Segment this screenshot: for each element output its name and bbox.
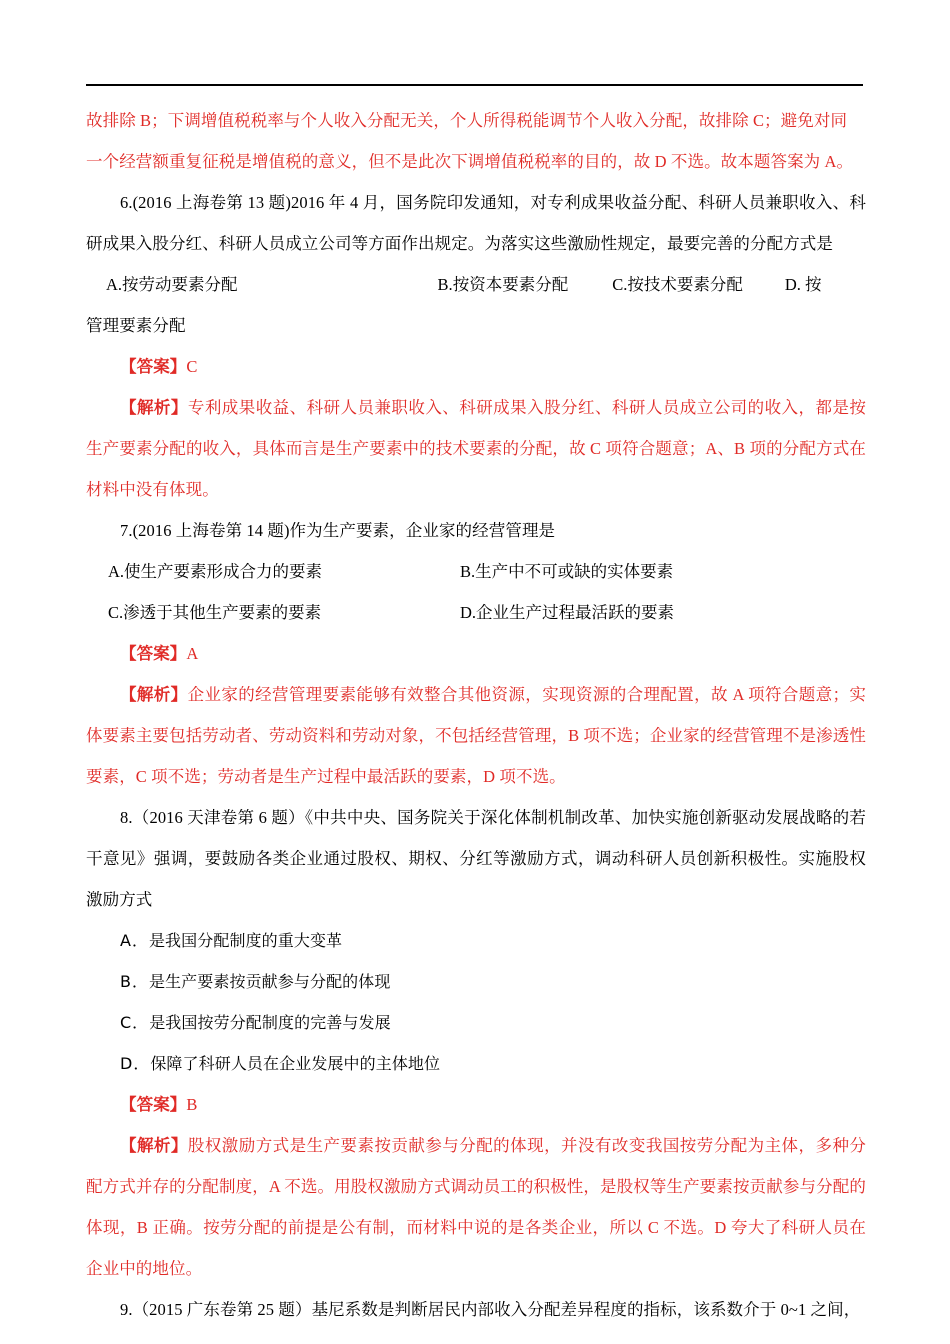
- question-7-source: 7.(2016 上海卷第 14 题): [120, 521, 290, 540]
- analysis-tag: 【解析】: [120, 1136, 188, 1155]
- question-9-source: 9.（2015 广东卷第 25 题）: [120, 1300, 312, 1319]
- question-6-option-d-wrap: 管理要素分配: [86, 316, 186, 335]
- answer-value: C: [186, 357, 198, 376]
- question-8-text: 《中共中央、国务院关于深化体制机制改革、加快实施创新驱动发展战略的若干意见》强调，要鼓励各类企业通过股权、期权、分红等激励方式，调动科研人员创新积极性。实施股权激励方式: [86, 808, 867, 909]
- question-8-option-d[interactable]: [86, 1043, 866, 1084]
- option-text: 保障了科研人员在企业发展中的主体地位: [150, 1054, 441, 1073]
- question-9-stem: [86, 1289, 866, 1330]
- question-7-option-a[interactable]: [108, 551, 460, 592]
- option-text: 生产中不可或缺的实体要素: [475, 562, 674, 581]
- option-label: A.: [106, 275, 123, 294]
- question-6-option-d[interactable]: D. 按: [784, 275, 822, 294]
- answer-tag: 【答案】: [120, 644, 187, 663]
- option-label: D．: [120, 1054, 151, 1073]
- analysis-text: 专利成果收益、科研人员兼职收入、科研成果入股分红、科研人员成立公司的收入，都是按生产要素分配的收入，具体而言是生产要素中的技术要素的分配，故 C 项符合题意；A、B 项的分配方式在材料中没有体现。: [86, 398, 867, 499]
- document-body: [86, 100, 866, 1330]
- option-text: 是我国分配制度的重大变革: [148, 931, 343, 950]
- analysis-tag: 【解析】: [120, 398, 188, 417]
- option-text: 企业生产过程最活跃的要素: [476, 603, 675, 622]
- question-7-stem: [86, 510, 866, 551]
- question-6-source: 6.(2016 上海卷第 13 题): [120, 193, 291, 212]
- header-divider: [86, 84, 863, 86]
- question-7-options-row-1: [86, 551, 866, 592]
- question-7-option-b[interactable]: [460, 551, 673, 592]
- question-8-option-a[interactable]: [86, 920, 866, 961]
- option-text: 按劳动要素分配: [122, 275, 238, 294]
- option-text: 按资本要素分配: [452, 275, 569, 294]
- option-label: C.: [612, 275, 628, 294]
- question-6-stem: [86, 182, 866, 264]
- option-label: D.: [460, 603, 477, 622]
- question-8-stem: [86, 797, 866, 920]
- option-label: C.: [108, 603, 124, 622]
- question-6-answer: [86, 346, 866, 387]
- answer-value: A: [186, 644, 199, 663]
- analysis-text: 企业家的经营管理要素能够有效整合其他资源，实现资源的合理配置，故 A 项符合题意；实体要素主要包括劳动者、劳动资料和劳动对象，不包括经营管理，B 项不选；企业家的经营管理不是渗透性要素，C 项不选；劳动者是生产过程中最活跃的要素，D 项不选。: [86, 685, 866, 786]
- answer-tag: 【答案】: [120, 357, 187, 376]
- option-text: 是我国按劳分配制度的完善与发展: [149, 1013, 391, 1032]
- question-7-options-row-2: [86, 592, 866, 633]
- option-label: B．: [120, 972, 149, 991]
- question-6-text: 2016 年 4 月，国务院印发通知，对专利成果收益分配、科研人员兼职收入、科研成果入股分红、科研人员成立公司等方面作出规定。为落实这些激励性规定，最要完善的分配方式是: [86, 193, 866, 253]
- option-label: A．: [120, 931, 149, 950]
- option-label: B.: [437, 275, 453, 294]
- question-8-analysis: [86, 1125, 866, 1289]
- question-7-option-c[interactable]: [108, 592, 460, 633]
- option-label: A.: [108, 562, 125, 581]
- option-text: 是生产要素按贡献参与分配的体现: [148, 972, 391, 991]
- option-text: 渗透于其他生产要素的要素: [123, 603, 322, 622]
- answer-value: B: [186, 1095, 198, 1114]
- option-label: C．: [120, 1013, 150, 1032]
- analysis-tag: 【解析】: [120, 685, 188, 704]
- question-6-options: [86, 264, 866, 305]
- analysis-text: 股权激励方式是生产要素按贡献参与分配的体现，并没有改变我国按劳分配为主体，多种分配方式并存的分配制度，A 不选。用股权激励方式调动员工的积极性，是股权等生产要素按贡献参与分配的体现，B 正确。按劳分配的前提是公有制，而材料中说的是各类企业，所以 C 不选。D 夸大了科研人员在企业中的地位。: [86, 1136, 867, 1278]
- option-text: 按技术要素分配: [627, 275, 743, 294]
- question-8-option-c[interactable]: [86, 1002, 866, 1043]
- question-6-option-a[interactable]: [106, 264, 238, 305]
- option-label: B.: [460, 562, 476, 581]
- question-9-text: 基尼系数是判断居民内部收入分配差异程度的指标，该系数介于 0~1 之间，: [311, 1300, 861, 1319]
- question-8-answer: [86, 1084, 866, 1125]
- question-7-analysis: [86, 674, 866, 797]
- question-7-answer: [86, 633, 866, 674]
- answer-tag: 【答案】: [120, 1095, 187, 1114]
- question-6-option-b[interactable]: [438, 264, 569, 305]
- question-7-text: 作为生产要素，企业家的经营管理是: [289, 521, 556, 540]
- question-6-analysis: [86, 387, 866, 510]
- option-label: D.: [784, 275, 801, 294]
- carryover-analysis-line-1: 故排除 B；下调增值税税率与个人收入分配无关，个人所得税能调节个人收入分配，故排除 C；避免对同: [86, 111, 848, 130]
- question-8-source: 8.（2016 天津卷第 6 题）: [120, 808, 305, 827]
- page-header: [0, 0, 950, 86]
- carryover-analysis-line-2: 一个经营额重复征税是增值税的意义，但不是此次下调增值税税率的目的，故 D 不选。故本题答案为 A。: [86, 152, 854, 171]
- option-text: 使生产要素形成合力的要素: [124, 562, 323, 581]
- question-7-option-d[interactable]: [460, 592, 674, 633]
- question-8-option-b[interactable]: [86, 961, 866, 1002]
- question-6-option-c[interactable]: [612, 264, 743, 305]
